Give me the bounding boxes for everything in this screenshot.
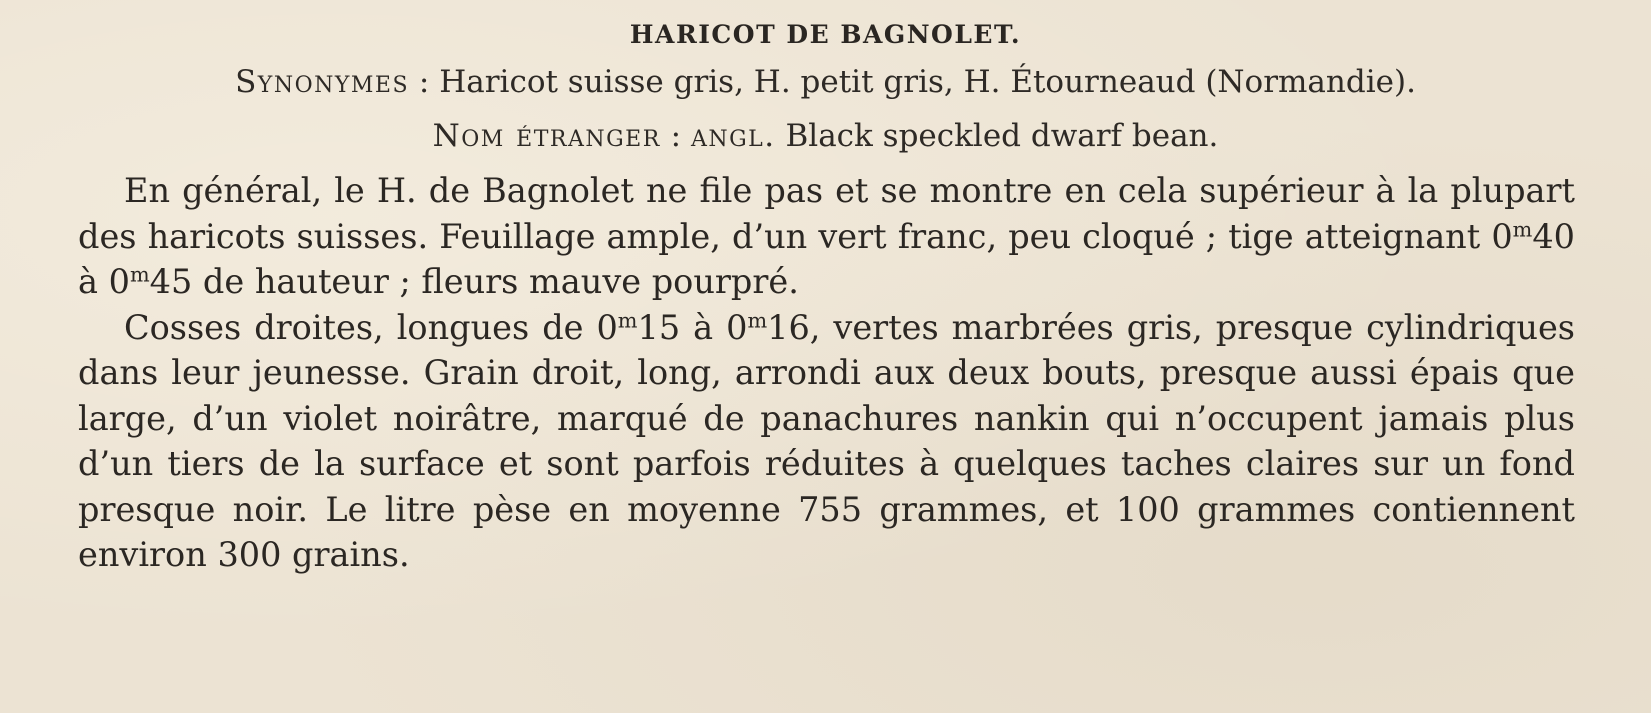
foreign-name-lang: angl. [690, 118, 776, 154]
paragraph-1-part-2: 40 à 0 [78, 216, 1575, 301]
meter-unit: m [747, 308, 768, 333]
paragraph-1-part-3: 45 de hauteur ; fleurs mauve pourpré. [149, 262, 799, 301]
foreign-name-separator: : [660, 118, 691, 154]
foreign-name-line [0, 118, 1651, 154]
synonyms-text: Haricot suisse gris, H. petit gris, H. Étourneaud (Normandie). [439, 64, 1416, 100]
foreign-name-label: Nom étranger [432, 118, 661, 154]
paragraph-1 [78, 168, 1575, 305]
meter-unit: m [1512, 217, 1533, 242]
paragraph-2-part-2: 15 à 0 [637, 307, 748, 347]
paragraph-2-part-1: Cosses droites, longues de 0 [124, 307, 618, 347]
foreign-name-text: Black speckled dwarf bean. [775, 118, 1219, 154]
meter-unit: m [129, 262, 150, 287]
synonyms-label: Synonymes [235, 64, 410, 100]
body-text [78, 168, 1575, 578]
synonyms-line [0, 64, 1651, 100]
paragraph-2 [78, 305, 1575, 578]
synonyms-separator: : [409, 64, 440, 100]
meter-unit: m [617, 308, 638, 333]
page-title: HARICOT DE BAGNOLET. [629, 20, 1022, 49]
paragraph-1-part-1: En général, le H. de Bagnolet ne file pas et se montre en cela supérieur à la plupart des haricots suisses. Feuillage ample, d’un vert franc, peu cloqué ; tige atteignant 0 [78, 171, 1575, 256]
paragraph-2-part-3: 16, vertes marbrées gris, presque cylindriques dans leur jeunesse. Grain droit, long, arrondi aux deux bouts, presque aussi épais que large, d’un violet noirâtre, marqué de panachures nankin qui n’occupent jamais plus d’un tiers de la surface et sont parfois réduites à quelques taches claires sur un fond presque noir. Le litre pèse en moyenne 755 grammes, et 100 grammes contiennent environ 300 grains. [78, 307, 1575, 574]
